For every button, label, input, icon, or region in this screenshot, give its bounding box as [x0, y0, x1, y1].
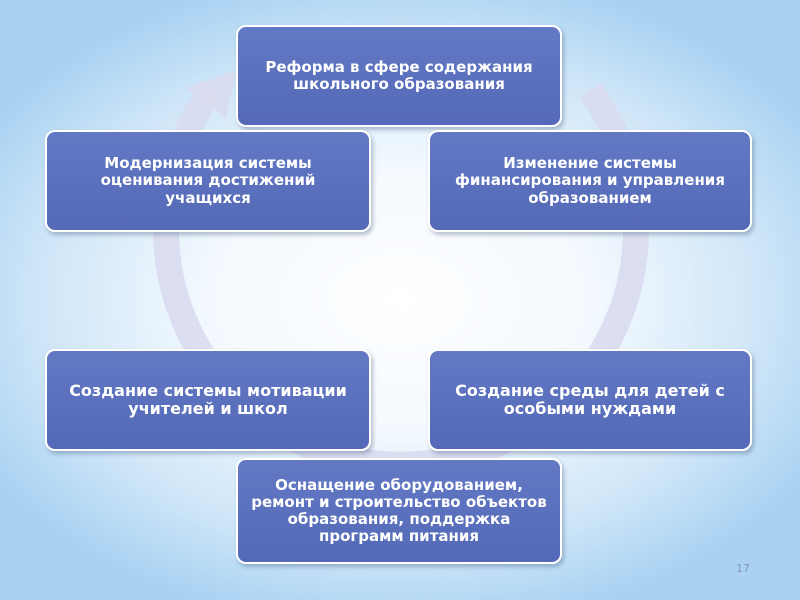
node-motivation-system: [45, 349, 371, 451]
node-content-reform: [236, 25, 562, 127]
node-label: Реформа в сфере содержания школьного образования: [265, 57, 533, 93]
node-label: Модернизация системы оценивания достижений учащихся: [100, 154, 316, 207]
node-label: Создание среды для детей с особыми нуждами: [455, 380, 725, 418]
node-financing-management: [428, 130, 752, 232]
node-label: Оснащение оборудованием, ремонт и строительство объектов образования, поддержка программ питания: [251, 476, 547, 545]
node-label: Создание системы мотивации учителей и школ: [69, 380, 347, 418]
node-special-needs: [428, 349, 752, 451]
node-equipment-construction: [236, 458, 562, 564]
node-assessment-modernization: [45, 130, 371, 232]
slide-number: 17: [736, 562, 750, 575]
node-label: Изменение системы финансирования и управления образованием: [455, 154, 725, 207]
